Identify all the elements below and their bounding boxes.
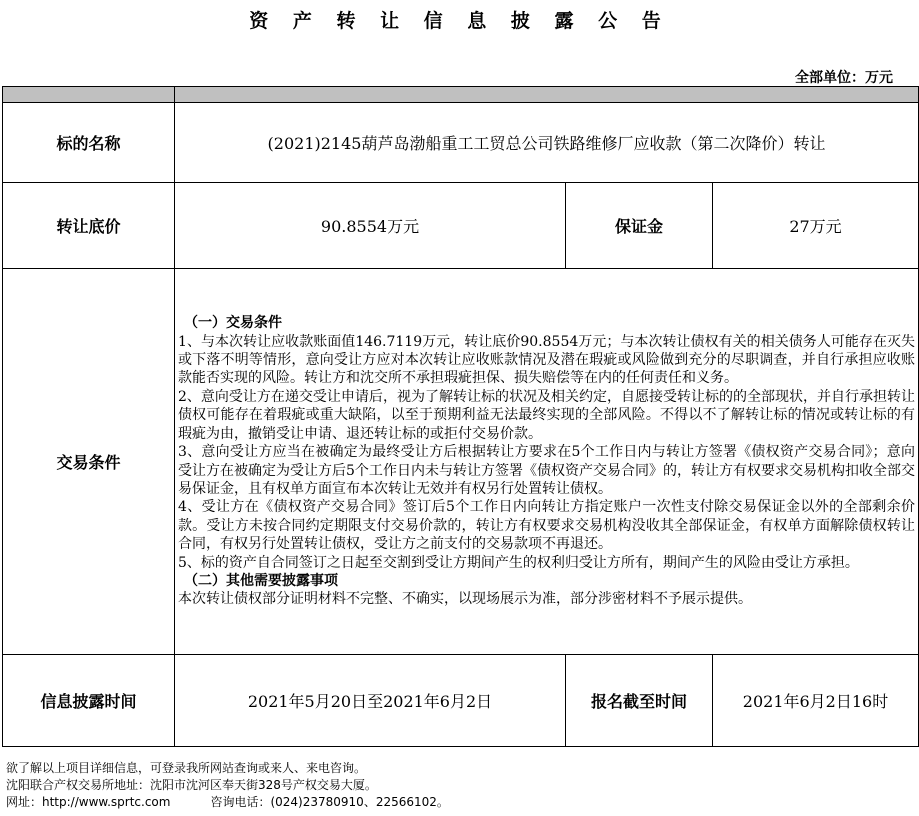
deadline-value: 2021年6月2日16时 — [713, 655, 919, 747]
deadline-label: 报名截至时间 — [566, 655, 713, 747]
document-title: 资 产 转 让 信 息 披 露 公 告 — [249, 10, 670, 32]
conditions-section2-title: （二）其他需要披露事项 — [184, 572, 338, 589]
reserve-price-value: 90.8554万元 — [175, 183, 566, 269]
condition-item: 2、意向受让方在递交受让申请后，视为了解转让标的状况及相关约定，自愿接受转让标的的全部现状，并自行承担转让债权可能存在着瑕疵或重大缺陷，以至于预期利益无法最终实现的全部风险。不得以不了解转让标的情况或转让标的有瑕疵为由，撤销受让申请、退还转让标的或拒付交易价款。 — [178, 388, 916, 442]
phone-number: 咨询电话：(024)23780910、22566102。 — [210, 795, 449, 809]
condition-item: 1、与本次转让应收款账面值146.7119万元，转让底价90.8554万元；与本次转让债权有关的相关债务人可能存在灭失或下落不明等情形，意向受让方应对本次转让应收账款情况及潜在瑕疵或风险做到充分的尽职调查，并自行承担应收账款能否实现的风险。转让方和沈交所不承担瑕疵担保、损失赔偿等在内的任何责任和义务。 — [178, 333, 916, 387]
disclosure-table — [2, 86, 919, 747]
conditions-content — [175, 269, 919, 655]
condition-item: 5、标的资产自合同签订之日起至交割到受让方期间产生的权利归受让方所有，期间产生的风险由受让方承担。 — [178, 554, 859, 571]
conditions-section1-title: （一）交易条件 — [184, 315, 282, 332]
footer-inquiry-line: 欲了解以上项目详细信息，可登录我所网站查询或来人、来电咨询。 — [6, 761, 367, 775]
reserve-price-label: 转让底价 — [3, 183, 175, 269]
row-price — [3, 183, 919, 269]
disclosure-time-value: 2021年5月20日至2021年6月2日 — [175, 655, 566, 747]
other-disclosure-text: 本次转让债权部分证明材料不完整、不确实，以现场展示为准，部分涉密材料不予展示提供。 — [178, 591, 752, 608]
subject-name-label: 标的名称 — [3, 103, 175, 183]
condition-item: 4、受让方在《债权资产交易合同》签订后5个工作日内向转让方指定账户一次性支付除交易保证金以外的全部剩余价款。受让方未按合同约定期限支付交易价款的，转让方有权要求交易机构没收其全部保证金，有权单方面解除债权转让合同，有权另行处置转让债权，受让方之前支付的交易款项不再退还。 — [178, 499, 916, 553]
header-bar — [3, 87, 919, 103]
header-cell — [175, 87, 919, 103]
website-link[interactable]: 网址：http://www.sprtc.com — [6, 795, 171, 809]
deposit-value: 27万元 — [713, 183, 919, 269]
row-subject-name — [3, 103, 919, 183]
conditions-label: 交易条件 — [3, 269, 175, 655]
deposit-label: 保证金 — [566, 183, 713, 269]
condition-item: 3、意向受让方应当在被确定为最终受让方后根据转让方要求在5个工作日内与转让方签署《债权资产交易合同》；意向受让方在被确定为受让方后5个工作日内未与转让方签署《债权资产交易合同》的，转让方有权要求交易机构扣收全部交易保证金，且有权单方面宣布本次转让无效并有权另行处置转让债权。 — [178, 444, 916, 497]
disclosure-time-label: 信息披露时间 — [3, 655, 175, 747]
footer-notes — [6, 760, 449, 811]
row-conditions — [3, 269, 919, 655]
header-cell — [3, 87, 175, 103]
row-time — [3, 655, 919, 747]
unit-note: 全部单位：万元 — [795, 70, 893, 86]
footer-contact-line — [6, 794, 449, 811]
subject-name-value: (2021)2145葫芦岛渤船重工工贸总公司铁路维修厂应收款（第二次降价）转让 — [175, 103, 919, 183]
footer-address-line: 沈阳联合产权交易所地址：沈阳市沈河区奉天街328号产权交易大厦。 — [6, 778, 377, 792]
